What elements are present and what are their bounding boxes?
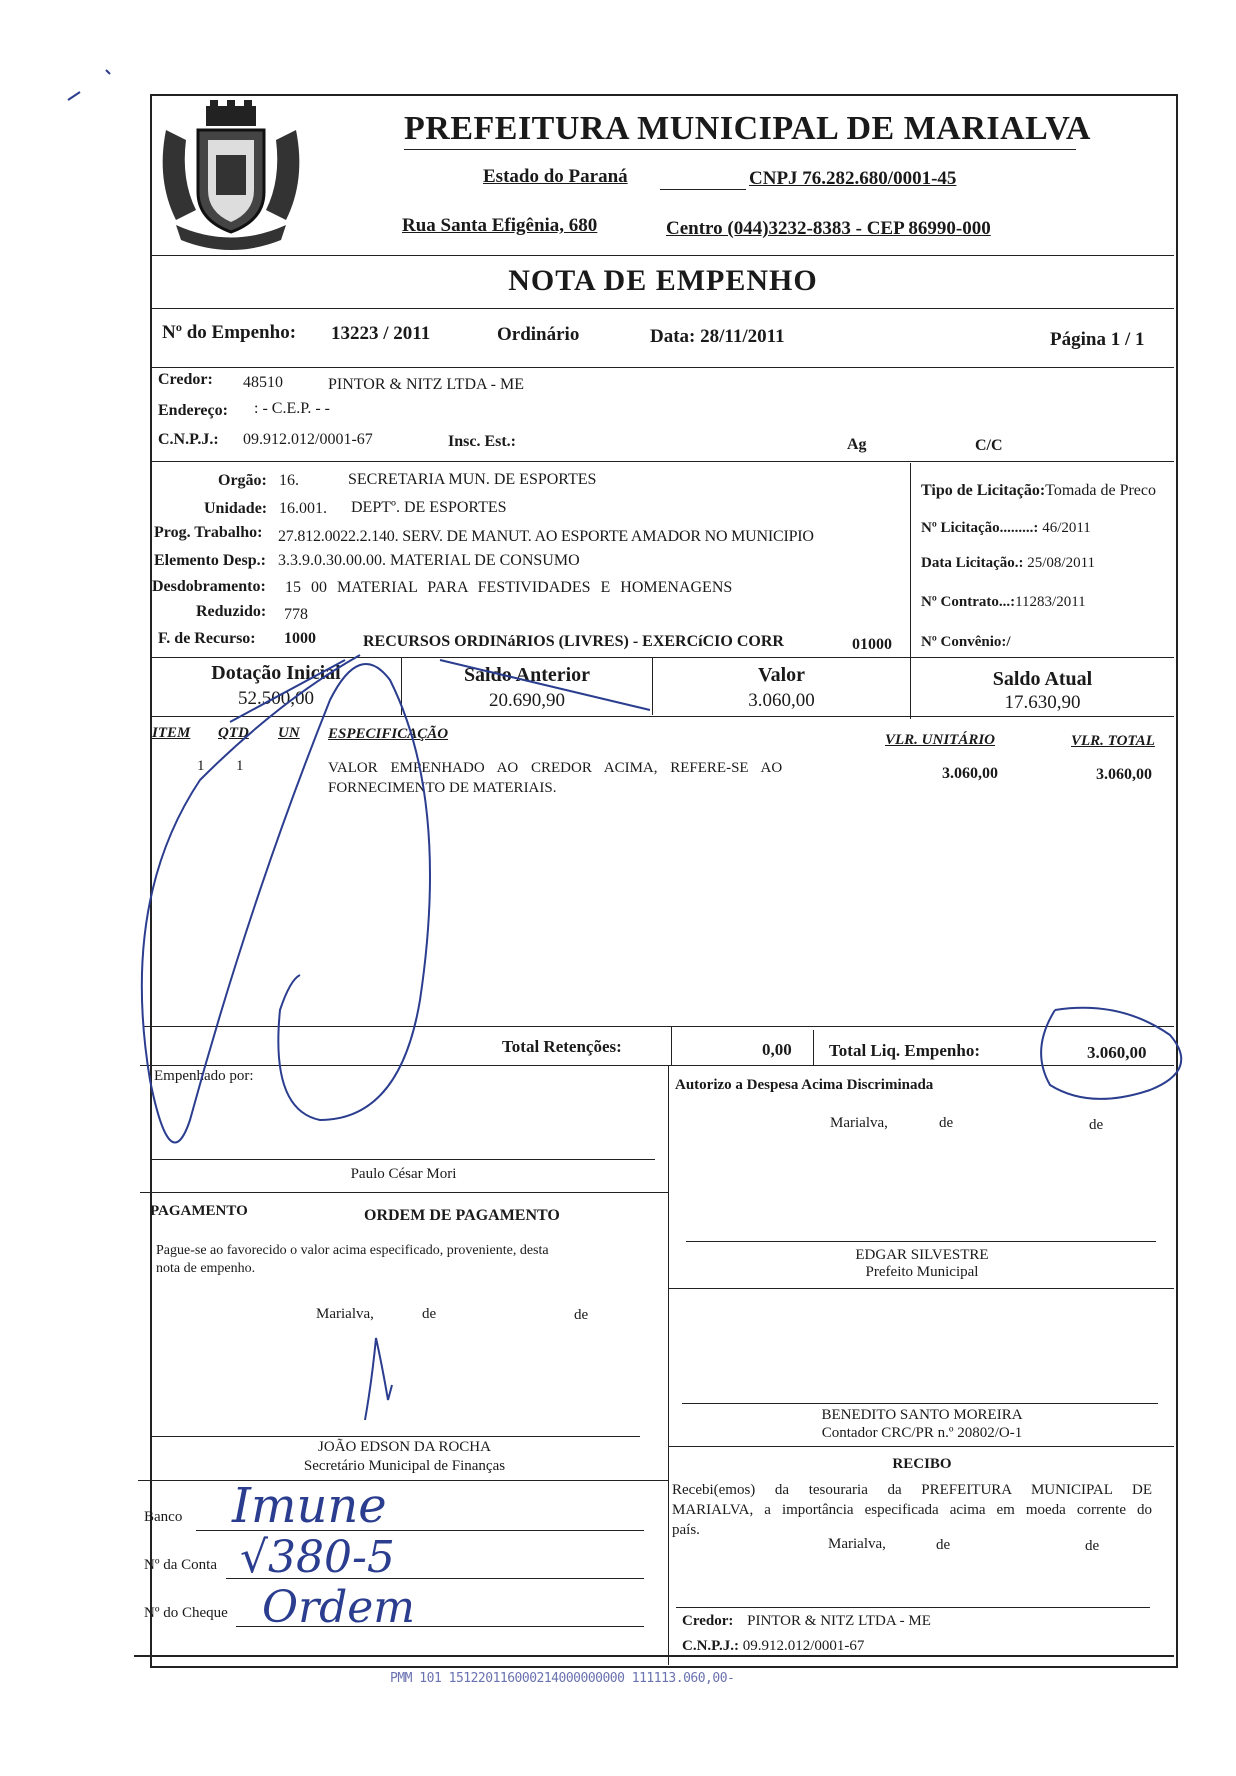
estado-line [660,189,746,190]
item-number: 1 [197,758,205,774]
saldo-anterior-label: Saldo Anterior [463,664,591,686]
credor-bottom-line [152,461,1174,462]
pagamento-de-2: de [574,1307,589,1323]
fonte-desc: RECURSOS ORDINáRIOS (LIVRES) - EXERCíCIO CORR [363,633,784,650]
stray-mark [68,70,110,100]
saldo-atual-value: 17.630,90 [1004,692,1081,713]
prefeito-nome: EDGAR SILVESTRE [855,1247,989,1263]
col-vtotal: VLR. TOTAL [1071,733,1155,749]
dotacao-inicial-label: Dotação Inicial [211,662,341,684]
banco-top-line [138,1480,668,1481]
autorizo-de-2: de [1089,1117,1104,1133]
prefeitura-title: PREFEITURA MUNICIPAL DE MARIALVA [404,110,1091,147]
item-vunit: 3.060,00 [942,765,998,782]
credor-cnpj-label: C.N.P.J.: [158,431,219,448]
prog-label: Prog. Trabalho: [154,524,263,541]
recibo-texto-3: país. [672,1522,700,1538]
empenho-number-label: Nº do Empenho: [162,322,297,343]
pagamento-label: PAGAMENTO [150,1203,248,1219]
document-bottom-line [134,1655,1174,1657]
cc-label: C/C [975,437,1003,454]
unidade-code: 16.001. [279,500,327,517]
saldos-bottom-line [152,716,1174,717]
totals-bottom-line [140,1065,1174,1066]
recibo-credor-nome: PINTOR & NITZ LTDA - ME [747,1613,931,1629]
saldo-atual-label: Saldo Atual [992,668,1093,690]
recibo-credor-label: Credor: [682,1613,734,1629]
pagamento-de-1: de [422,1306,437,1322]
doc-title: NOTA DE EMPENHO [508,264,818,297]
recibo-local: Marialva, [828,1536,886,1552]
tipo-licitacao [921,482,1156,500]
rua: Rua Santa Efigênia, 680 [402,215,598,236]
valor-label: Valor [757,664,806,686]
prefeito-cargo: Prefeito Municipal [865,1264,979,1280]
empenho-data: Data: 28/11/2011 [650,326,785,347]
pagamento-top-line [140,1192,668,1193]
desd: 15 00 MATERIAL PARA FESTIVIDADES E HOMENAGENS [285,579,733,596]
empenhado-nome: Paulo César Mori [350,1166,457,1182]
secretario-signature-line [150,1436,640,1437]
credor-nome: PINTOR & NITZ LTDA - ME [328,376,524,393]
total-liq-value: 3.060,00 [1087,1043,1147,1062]
num-licitacao-label: Nº Licitação.........: [921,520,1039,536]
elem-label: Elemento Desp.: [154,552,266,569]
footer-barcode: PMM 101 151220116000214000000000 111113.060,00- [390,1671,735,1686]
unidade-label: Unidade: [204,500,268,517]
contador-nome: BENEDITO SANTO MOREIRA [821,1407,1023,1423]
contador-box-bottom [669,1446,1174,1447]
credor-codigo: 48510 [243,374,283,391]
secretario-nome: JOÃO EDSON DA ROCHA [318,1439,491,1455]
fonte: 1000 [284,630,316,647]
handwritten-conta: √380-5 [240,1532,395,1583]
empenhado-por-label: Empenhado por: [154,1068,254,1084]
endereco-label: Endereço: [158,402,228,419]
recibo-credor [682,1613,931,1630]
empenho-number: 13223 / 2011 [331,323,431,344]
pagamento-texto-2: nota de empenho. [156,1261,256,1276]
totals-top-line [144,1026,1174,1027]
data-licitacao-value: 25/08/2011 [1027,555,1096,571]
dotacao-bottom-line [152,657,1174,658]
address-rest: Centro (044)3232-8383 - CEP 86990-000 [666,218,991,239]
total-liq-label: Total Liq. Empenho: [829,1041,980,1060]
empenho-bottom-line [152,367,1174,368]
num-licitacao [921,520,1091,537]
col-un: UN [278,725,300,741]
contador-signature-line [682,1403,1158,1404]
data-licitacao-label: Data Licitação.: [921,555,1024,571]
fonte-code: 01000 [852,636,892,653]
col-vunit: VLR. UNITÁRIO [885,732,996,748]
totals-divider-2 [813,1030,814,1065]
recibo-cnpj [682,1638,864,1655]
recibo-texto-1: Recebi(emos) da tesouraria da PREFEITURA MUNICIPAL DE [672,1482,1152,1498]
tipo-licitacao-label: Tipo de Licitação: [921,482,1046,499]
num-licitacao-value: 46/2011 [1042,520,1091,536]
ordem-pagamento: ORDEM DE PAGAMENTO [364,1207,560,1224]
empenho-pagina: Página 1 / 1 [1050,329,1145,350]
secretario-cargo: Secretário Municipal de Finanças [303,1458,506,1474]
recibo-cnpj-label: C.N.P.J.: [682,1638,739,1654]
item-qtd: 1 [236,758,244,774]
contrato-label: Nº Contrato...: [921,594,1016,610]
prog: 27.812.0022.2.140. SERV. DE MANUT. AO ESPORTE AMADOR NO MUNICIPIO [278,528,814,545]
total-retencoes-label: Total Retenções: [502,1037,622,1056]
coat-of-arms-emblem [156,100,306,252]
prefeito-signature-line [686,1241,1156,1242]
pagamento-texto-1: Pague-se ao favorecido o valor acima especificado, proveniente, desta [156,1243,549,1258]
empenho-tipo: Ordinário [497,324,580,345]
recibo-de-2: de [1085,1538,1100,1554]
ag-label: Ag [847,436,867,453]
header-bottom-line [152,255,1174,256]
pagamento-local: Marialva, [316,1306,374,1322]
recibo-de-1: de [936,1537,951,1553]
handwritten-cheque: Ordem [262,1582,416,1633]
conta-label: Nº da Conta [144,1557,217,1573]
tipo-licitacao-value: Tomada de Preco [1045,482,1156,499]
col-esp: ESPECIFICAÇÃO [328,726,449,742]
title-underline [404,149,1076,150]
credor-cnpj: 09.912.012/0001-67 [243,431,373,448]
convenio-label: Nº Convênio:/ [921,634,1011,650]
credor-label: Credor: [158,371,213,388]
recibo-signature-line [676,1607,1150,1608]
banco-label: Banco [144,1509,183,1525]
orgao-label: Orgão: [218,472,267,489]
desd-label: Desdobramento: [152,578,266,595]
total-retencoes-value: 0,00 [762,1040,792,1059]
estado: Estado do Paraná [483,166,628,187]
saldo-anterior-value: 20.690,90 [489,690,565,711]
endereco: : - C.E.P. - - [254,400,330,417]
elem: 3.3.9.0.30.00.00. MATERIAL DE CONSUMO [278,552,580,569]
autorizo-de-1: de [939,1115,954,1131]
autorizo-label: Autorizo a Despesa Acima Discriminada [675,1077,934,1093]
cheque-label: Nº do Cheque [144,1605,228,1621]
contrato-value: 11283/2011 [1015,594,1086,610]
fonte-label: F. de Recurso: [158,630,256,647]
item-esp-line2: FORNECIMENTO DE MATERIAIS. [328,780,557,796]
contrato [921,594,1086,611]
insc-est-label: Insc. Est.: [448,433,517,450]
doctitle-bottom-line [152,308,1174,309]
recibo-title: RECIBO [892,1456,952,1472]
prefeito-box-bottom [669,1288,1174,1289]
empenhado-signature-line [152,1159,655,1160]
col-qtd: QTD [218,725,249,741]
recibo-cnpj-value: 09.912.012/0001-67 [742,1638,865,1654]
reduzido: 778 [284,606,308,623]
item-esp-line1: VALOR EMPENHADO AO CREDOR ACIMA, REFERE-SE AO [328,760,783,776]
unidade: DEPTº. DE ESPORTES [351,499,507,516]
col-item: ITEM [152,725,191,741]
orgao-code: 16. [279,472,299,489]
item-vtotal: 3.060,00 [1096,766,1152,783]
dotacao-inicial-value: 52.500,00 [238,688,314,709]
contador-cargo: Contador CRC/PR n.º 20802/O-1 [821,1425,1023,1441]
valor-value: 3.060,00 [748,690,815,711]
signature-center-divider [668,1065,669,1665]
recibo-texto-2: MARIALVA, a importância especificada acima em moeda corrente do [672,1502,1152,1518]
autorizo-local: Marialva, [830,1115,888,1131]
totals-divider-1 [671,1027,672,1065]
cnpj-prefeitura: CNPJ 76.282.680/0001-45 [749,168,957,189]
handwritten-banco: Imune [232,1478,387,1534]
orgao: SECRETARIA MUN. DE ESPORTES [348,471,597,488]
reduzido-label: Reduzido: [196,603,267,620]
data-licitacao [921,555,1095,572]
